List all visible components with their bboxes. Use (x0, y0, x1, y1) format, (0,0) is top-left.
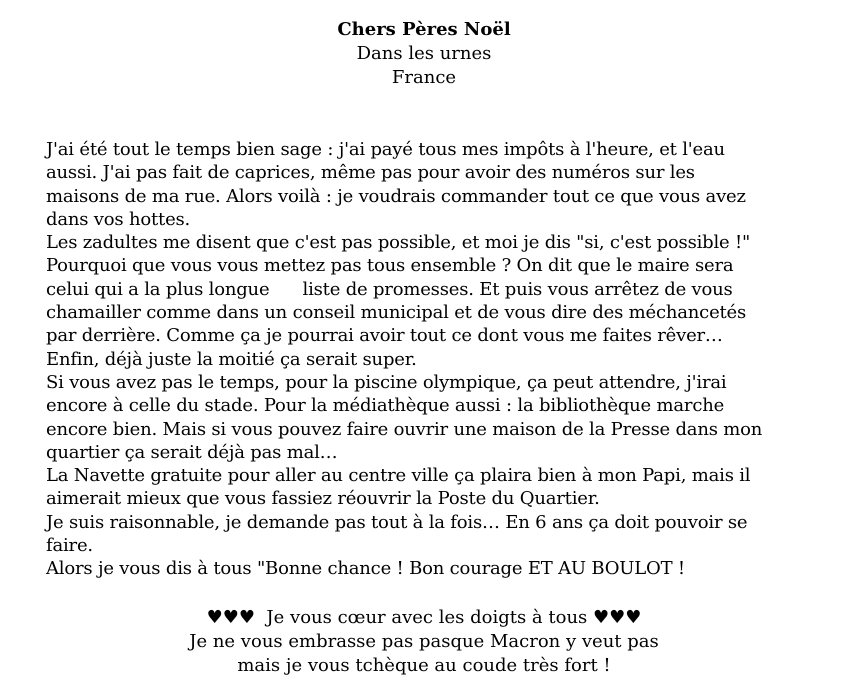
body-line: encore bien. Mais si vous pouvez faire ouvrir une maison de la Presse dans mon (46, 418, 763, 440)
body-line: encore à celle du stade. Pour la médiathèque aussi : la bibliothèque marche (46, 395, 725, 417)
country-line: France (391, 67, 457, 88)
closing-line: Je ne vous embrasse pas pasque Macron y veut pas (189, 631, 659, 652)
body-line: celui qui a la plus longue liste de promesses. Et puis vous arrêtez de vous (46, 278, 733, 300)
body-line: Enfin, déjà juste la moitié ça serait super. (46, 348, 417, 370)
letter-header (0, 18, 848, 90)
letter-closing (0, 606, 848, 678)
body-line: quartier ça serait déjà pas mal… (46, 441, 338, 463)
closing-line: mais je vous tchèque au coude très fort ! (237, 655, 611, 676)
body-line: Pourquoi que vous vous mettez pas tous ensemble ? On dit que le maire sera (46, 255, 734, 277)
body-line: maisons de ma rue. Alors voilà : je voudrais commander tout ce que vous avez (46, 185, 746, 207)
body-line: Si vous avez pas le temps, pour la piscine olympique, ça peut attendre, j'irai (46, 371, 727, 393)
body-line: faire. (46, 535, 93, 557)
body-line: par derrière. Comme ça je pourrai avoir tout ce dont vous me faites rêver… (46, 325, 723, 347)
letter-body (46, 138, 836, 581)
body-line: J'ai été tout le temps bien sage : j'ai payé tous mes impôts à l'heure, et l'eau (46, 139, 725, 160)
letter-title: Chers Pères Noël (337, 19, 511, 40)
body-line: Je suis raisonnable, je demande pas tout à la fois… En 6 ans ça doit pouvoir se (46, 511, 748, 533)
body-line: La Navette gratuite pour aller au centre ville ça plaira bien à mon Papi, mais il (46, 465, 751, 487)
closing-hearts-line: ♥♥♥ Je vous cœur avec les doigts à tous ♥♥♥ (206, 607, 642, 628)
body-line: Les zadultes me disent que c'est pas possible, et moi je dis "si, c'est possible !" (46, 232, 751, 254)
body-line: aussi. J'ai pas fait de caprices, même pas pour avoir des numéros sur les (46, 162, 695, 184)
body-line: Alors je vous dis à tous "Bonne chance ! Bon courage ET AU BOULOT ! (46, 558, 685, 580)
recipient-line: Dans les urnes (356, 43, 492, 64)
body-line: dans vos hottes. (46, 208, 191, 230)
body-line: aimerait mieux que vous fassiez réouvrir la Poste du Quartier. (46, 488, 600, 510)
body-line: chamailler comme dans un conseil municipal et de vous dire des méchancetés (46, 302, 747, 324)
